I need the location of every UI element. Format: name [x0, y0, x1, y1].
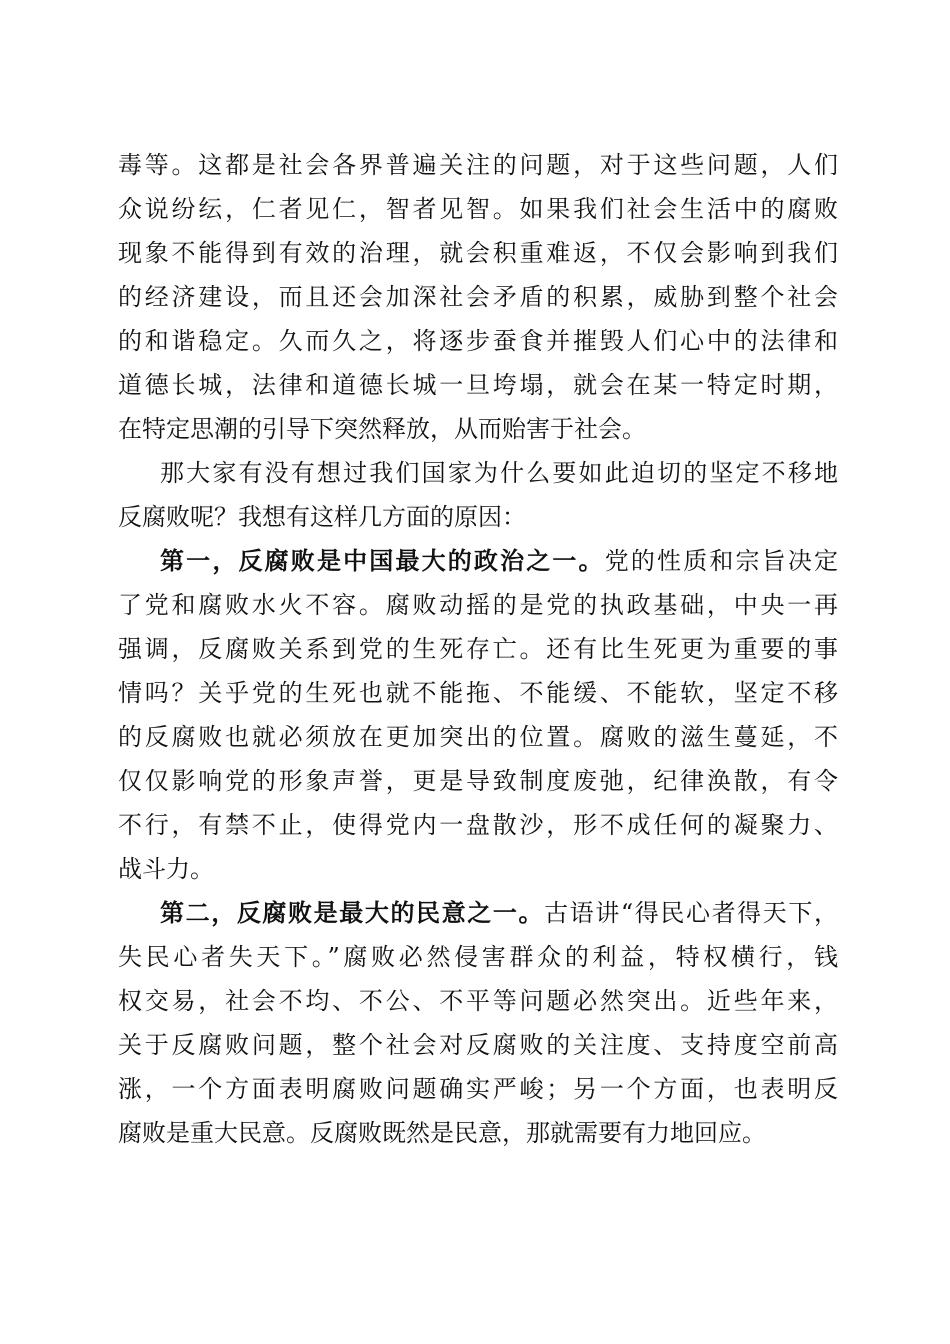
paragraph-3-line-6: 仅仅影响党的形象声誉，更是导致制度废弛，纪律涣散，有令 [118, 767, 838, 795]
paragraph-1-line-5: 的和谐稳定。久而久之，将逐步蚕食并摧毁人们心中的法律和 [118, 327, 838, 355]
paragraph-3-heading: 第一，反腐败是中国最大的政治之一。 [160, 546, 605, 575]
paragraph-2-line-2: 反腐败呢？我想有这样几方面的原因： [118, 503, 526, 531]
paragraph-3-line-3: 强调，反腐败关系到党的生死存亡。还有比生死更为重要的事 [118, 635, 838, 663]
paragraph-4-line-1 [118, 891, 838, 935]
paragraph-4-heading: 第二，反腐败是最大的民意之一。 [160, 898, 545, 927]
paragraph-3-line-2: 了党和腐败水火不容。腐败动摇的是党的执政基础，中央一再 [118, 591, 838, 619]
paragraph-3-line-8: 战斗力。 [118, 855, 214, 883]
paragraph-3-line-1 [118, 539, 838, 583]
paragraph-4-line-3: 权交易，社会不均、不公、不平等问题必然突出。近些年来， [118, 987, 838, 1015]
paragraph-1-line-2: 众说纷纭，仁者见仁，智者见智。如果我们社会生活中的腐败 [118, 195, 838, 223]
paragraph-1-line-6: 道德长城，法律和道德长城一旦垮塌，就会在某一特定时期， [118, 371, 838, 399]
paragraph-3-line-4: 情吗？关乎党的生死也就不能拖、不能缓、不能软，坚定不移 [118, 679, 838, 707]
paragraph-4-line-4: 关于反腐败问题，整个社会对反腐败的关注度、支持度空前高 [118, 1031, 838, 1059]
paragraph-1-line-3: 现象不能得到有效的治理，就会积重难返，不仅会影响到我们 [118, 239, 838, 267]
paragraph-4-line-5: 涨，一个方面表明腐败问题确实严峻；另一个方面，也表明反 [118, 1075, 838, 1103]
paragraph-1-line-4: 的经济建设，而且还会加深社会矛盾的积累，威胁到整个社会 [118, 283, 838, 311]
paragraph-3-first-rest: 党的性质和宗旨决定 [604, 547, 838, 575]
paragraph-4-line-6: 腐败是重大民意。反腐败既然是民意，那就需要有力地回应。 [118, 1119, 766, 1147]
paragraph-4-first-rest: 古语讲“得民心者得天下， [544, 899, 838, 927]
paragraph-1-line-1: 毒等。这都是社会各界普遍关注的问题，对于这些问题，人们 [118, 151, 838, 179]
paragraph-3-line-5: 的反腐败也就必须放在更加突出的位置。腐败的滋生蔓延，不 [118, 723, 838, 751]
paragraph-1-line-7: 在特定思潮的引导下突然释放，从而贻害于社会。 [118, 415, 646, 443]
paragraph-4-line-2: 失民心者失天下。”腐败必然侵害群众的利益，特权横行，钱 [118, 943, 838, 971]
paragraph-2-line-1: 那大家有没有想过我们国家为什么要如此迫切的坚定不移地 [160, 459, 838, 487]
paragraph-3-line-7: 不行，有禁不止，使得党内一盘散沙，形不成任何的凝聚力、 [118, 811, 838, 839]
document-body [118, 143, 838, 1155]
